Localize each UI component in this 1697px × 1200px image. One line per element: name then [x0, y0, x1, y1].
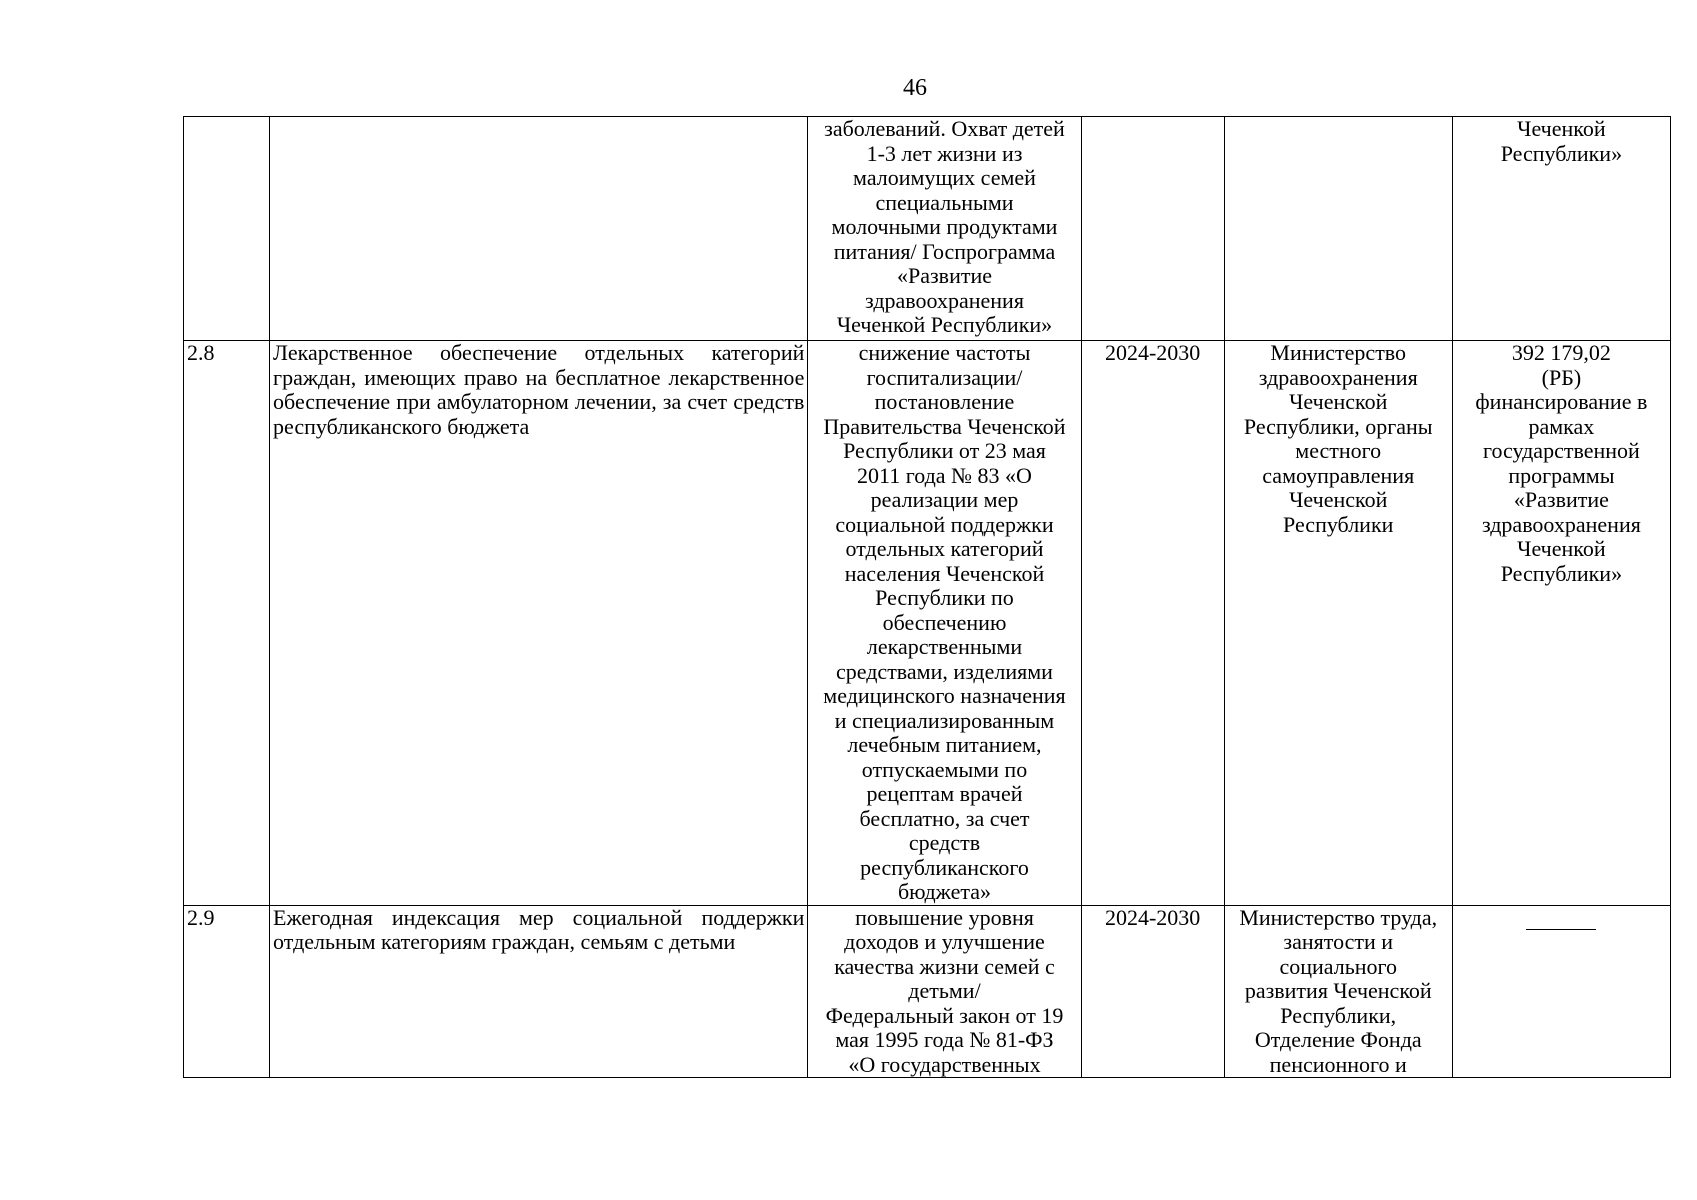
expected-result-cell: снижение частоты госпитализации/ постановление Правительства Чеченской Республики от 23 мая 2011 года № 83 «О реализации мер социальной поддержки отдельных категорий населения Чеченской Республики по обеспечению лекарственными средствами, изделиями медицинского назначения и специализированным лечебным питанием, отпускаемыми по рецептам врачей бесплатно, за счет средств республиканского бюджета» [808, 341, 1081, 906]
page-number: 46 [903, 75, 927, 101]
table-row [184, 117, 1671, 341]
row-number-cell: 2.9 [184, 905, 270, 1078]
empty-value-dash [1526, 929, 1596, 930]
period-cell: 2024-2030 [1081, 905, 1224, 1078]
measure-description-cell: Лекарственное обеспечение отдельных категорий граждан, имеющих право на бесплатное лекарственное обеспечение при амбулаторном лечении, за счет средств республиканского бюджета [270, 341, 808, 906]
table-row [184, 341, 1671, 906]
row-number-cell [184, 117, 270, 341]
period-cell: 2024-2030 [1081, 341, 1224, 906]
executor-cell: Министерство здравоохранения Чеченской Республики, органы местного самоуправления Чеченской Республики [1224, 341, 1452, 906]
financing-cell: 392 179,02 (РБ) финансирование в рамках государственной программы «Развитие здравоохранения Чеченкой Республики» [1452, 341, 1670, 906]
measure-description-cell [270, 117, 808, 341]
expected-result-cell: повышение уровня доходов и улучшение качества жизни семей с детьми/ Федеральный закон от 19 мая 1995 года № 81-ФЗ «О государственных [808, 905, 1081, 1078]
measures-table [183, 116, 1671, 1078]
period-cell [1081, 117, 1224, 341]
executor-cell: Министерство труда, занятости и социального развития Чеченской Республики, Отделение Фонда пенсионного и [1224, 905, 1452, 1078]
table-row [184, 905, 1671, 1078]
measure-description-cell: Ежегодная индексация мер социальной поддержки отдельным категориям граждан, семьям с детьми [270, 905, 808, 1078]
financing-cell [1452, 905, 1670, 1078]
financing-cell: Чеченкой Республики» [1452, 117, 1670, 341]
row-number-cell: 2.8 [184, 341, 270, 906]
expected-result-cell: заболеваний. Охват детей 1-3 лет жизни из малоимущих семей специальными молочными продуктами питания/ Госпрограмма «Развитие здравоохранения Чеченкой Республики» [808, 117, 1081, 341]
executor-cell [1224, 117, 1452, 341]
